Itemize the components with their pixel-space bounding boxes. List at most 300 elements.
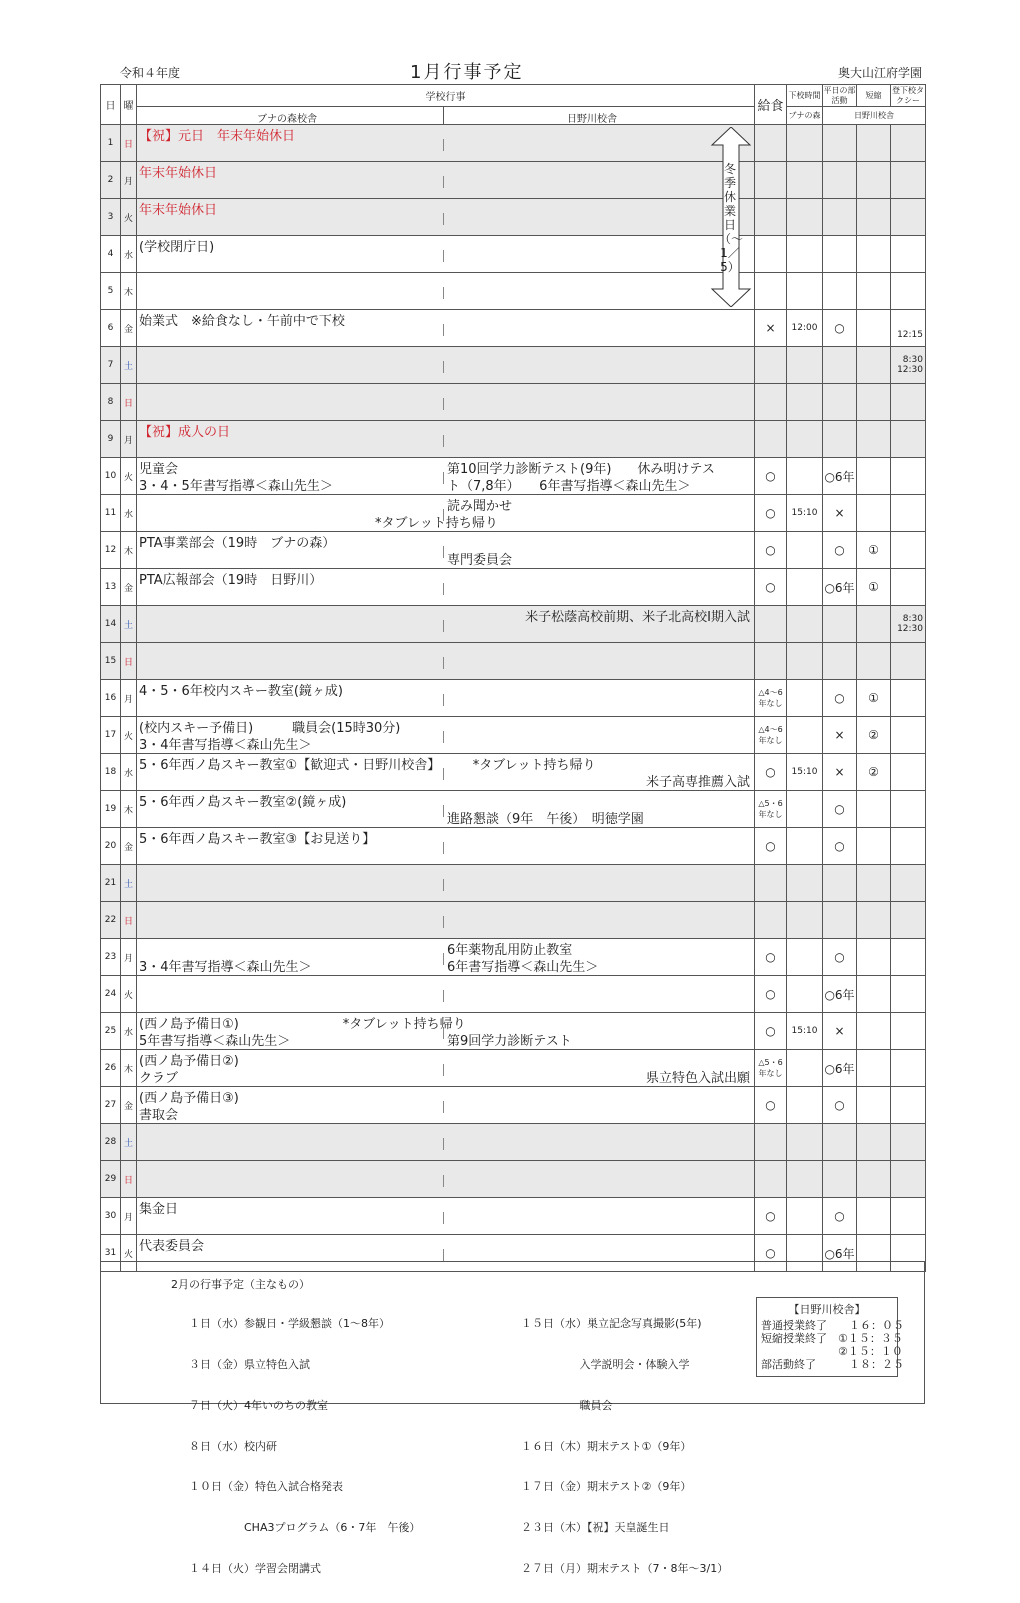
weekday: 木 <box>121 1050 137 1087</box>
taxi-cell <box>891 865 926 902</box>
weekday: 火 <box>121 1235 137 1272</box>
taxi-cell <box>891 125 926 162</box>
day-number: 8 <box>101 384 121 421</box>
schedule-title: 【日野川校舎】 <box>788 1303 866 1316</box>
taxi-cell <box>891 791 926 828</box>
taxi-time-1: 8:30 <box>902 355 923 365</box>
event-hino-line2: ト（7,8年） 6年書写指導＜森山先生＞ <box>447 479 691 494</box>
table-row <box>101 976 926 1013</box>
weekday: 火 <box>121 976 137 1013</box>
event-buna-line1: PTA広報部会（19時 日野川） <box>139 573 323 588</box>
table-row <box>101 236 926 273</box>
day-number: 27 <box>101 1087 121 1124</box>
short-cell: ② <box>857 754 891 791</box>
lunch-cell: ○ <box>755 458 787 495</box>
club-cell: × <box>823 754 857 791</box>
taxi-cell <box>891 162 926 199</box>
events-cell <box>137 1124 755 1161</box>
lunch-cell: ○ <box>755 1235 787 1272</box>
dismissal-cell <box>787 680 823 717</box>
weekday: 火 <box>121 199 137 236</box>
club-cell: × <box>823 1013 857 1050</box>
event-buna-line1: 年末年始休日 <box>139 166 218 181</box>
weekday: 土 <box>121 865 137 902</box>
events-cell <box>137 680 755 717</box>
col-club: 平日の部活動 <box>823 85 856 105</box>
lunch-cell <box>755 384 787 421</box>
table-row <box>101 347 926 384</box>
short-cell <box>857 1124 891 1161</box>
club-cell <box>823 125 857 162</box>
taxi-cell <box>891 421 926 458</box>
taxi-cell <box>891 680 926 717</box>
next-month-right-list <box>521 1290 728 1603</box>
lunch-cell: ○ <box>755 569 787 606</box>
col-campus-b: 日野川校舎 <box>567 114 617 125</box>
dismissal-cell <box>787 532 823 569</box>
lunch-cell <box>755 199 787 236</box>
weekday: 土 <box>121 606 137 643</box>
dismissal-cell <box>787 865 823 902</box>
taxi-cell <box>891 384 926 421</box>
taxi-cell <box>891 606 926 643</box>
table-row <box>101 791 926 828</box>
events-cell <box>137 1013 755 1050</box>
event-buna-line1: PTA事業部会（19時 ブナの森） <box>139 536 336 551</box>
dismissal-cell <box>787 1087 823 1124</box>
col-day: 日 <box>101 85 121 125</box>
weekday: 日 <box>121 1161 137 1198</box>
club-cell: ○ <box>823 828 857 865</box>
taxi-cell <box>891 1087 926 1124</box>
lunch-cell: ○ <box>755 939 787 976</box>
events-cell <box>137 939 755 976</box>
event-buna-line1: (西ノ島予備日②) <box>139 1054 239 1069</box>
short-cell <box>857 162 891 199</box>
club-cell: ○ <box>823 939 857 976</box>
dismissal-cell: 12:00 <box>787 310 823 347</box>
dismissal-cell: 15:10 <box>787 1013 823 1050</box>
day-number: 2 <box>101 162 121 199</box>
short-cell <box>857 828 891 865</box>
day-number: 12 <box>101 532 121 569</box>
list-item: １６日（木）期末テスト①（9年） <box>521 1439 692 1453</box>
day-number: 6 <box>101 310 121 347</box>
club-cell <box>823 1124 857 1161</box>
dismissal-cell <box>787 643 823 680</box>
list-item: １４日（火）学習会閉講式 <box>189 1561 321 1575</box>
events-cell <box>137 236 755 273</box>
taxi-cell <box>891 1161 926 1198</box>
weekday: 日 <box>121 902 137 939</box>
club-cell <box>823 865 857 902</box>
event-buna-line1: 5・6年西ノ島スキー教室①【歓迎式・日野川校舎】 *タブレット持ち帰り <box>139 758 596 773</box>
day-number: 22 <box>101 902 121 939</box>
club-cell: ○ <box>823 1087 857 1124</box>
club-cell <box>823 421 857 458</box>
event-buna-line2: 3・4年書写指導＜森山先生＞ <box>139 738 312 753</box>
table-row <box>101 939 926 976</box>
list-item: １５日（水）巣立記念写真撮影(5年) <box>521 1317 702 1331</box>
next-month-left-list <box>189 1290 420 1603</box>
table-row <box>101 1087 926 1124</box>
day-number: 4 <box>101 236 121 273</box>
events-cell <box>137 1198 755 1235</box>
dismissal-cell <box>787 273 823 310</box>
dismissal-cell <box>787 1124 823 1161</box>
short-cell <box>857 1050 891 1087</box>
club-cell <box>823 347 857 384</box>
event-buna-line1: (校内スキー予備日) 職員会(15時30分) <box>139 721 401 736</box>
events-cell <box>137 606 755 643</box>
event-hino-line2: 進路懇談（9年 午後） 明徳学園 <box>447 812 644 827</box>
events-cell <box>137 976 755 1013</box>
weekday: 金 <box>121 310 137 347</box>
next-month-title: 2月の行事予定（主なもの） <box>171 1278 310 1291</box>
list-item: 入学説明会・体験入学 <box>521 1357 690 1371</box>
dismissal-cell: 15:10 <box>787 754 823 791</box>
dismissal-cell <box>787 1050 823 1087</box>
club-cell: × <box>823 717 857 754</box>
fiscal-year: 令和４年度 <box>120 66 181 80</box>
club-cell <box>823 162 857 199</box>
event-right-line2: 米子高専推薦入試 <box>645 775 750 790</box>
short-cell <box>857 125 891 162</box>
event-buna-line1: (西ノ島予備日③) <box>139 1091 239 1106</box>
club-cell: ○ <box>823 791 857 828</box>
list-item: １０日（金）特色入試合格発表 <box>189 1480 343 1494</box>
events-cell <box>137 421 755 458</box>
weekday: 土 <box>121 347 137 384</box>
taxi-cell <box>891 976 926 1013</box>
short-cell <box>857 1161 891 1198</box>
weekday: 金 <box>121 828 137 865</box>
event-buna-line1: 5・6年西ノ島スキー教室②(鏡ヶ成) <box>139 795 347 810</box>
event-buna-line1: 4・5・6年校内スキー教室(鏡ヶ成) <box>139 684 343 699</box>
taxi-cell <box>891 458 926 495</box>
event-buna-line1: 児童会 <box>139 462 179 477</box>
weekday: 日 <box>121 643 137 680</box>
events-cell <box>137 125 755 162</box>
dismissal-cell <box>787 384 823 421</box>
table-row <box>101 717 926 754</box>
schedule-line: 部活動終了 １８：２５ <box>761 1358 904 1371</box>
taxi-cell <box>891 643 926 680</box>
taxi-cell <box>891 717 926 754</box>
day-number: 17 <box>101 717 121 754</box>
next-month-box <box>100 1261 925 1575</box>
events-cell <box>137 532 755 569</box>
taxi-time-2: 12:30 <box>897 365 923 375</box>
col-campus-a: ブナの森校舎 <box>257 114 317 125</box>
events-cell <box>137 902 755 939</box>
day-number: 5 <box>101 273 121 310</box>
event-buna-line2: 3・4年書写指導＜森山先生＞ <box>139 960 312 975</box>
col-weekday: 曜 <box>121 85 137 125</box>
events-cell <box>137 458 755 495</box>
list-item: ３日（金）県立特色入試 <box>189 1357 310 1371</box>
dismissal-cell <box>787 1161 823 1198</box>
weekday: 金 <box>121 1087 137 1124</box>
taxi-cell <box>891 495 926 532</box>
col-sub-hino: 日野川校舎 <box>823 107 926 125</box>
day-number: 29 <box>101 1161 121 1198</box>
lunch-cell: ○ <box>755 1013 787 1050</box>
list-item: ２３日（木）【祝】天皇誕生日 <box>521 1521 670 1535</box>
event-mid-line2: *タブレット持ち帰り <box>375 516 498 531</box>
short-cell <box>857 495 891 532</box>
club-cell <box>823 643 857 680</box>
table-row <box>101 310 926 347</box>
weekday: 木 <box>121 273 137 310</box>
day-number: 10 <box>101 458 121 495</box>
events-cell <box>137 199 755 236</box>
event-buna-line2: 3・4・5年書写指導＜森山先生＞ <box>139 479 333 494</box>
dismissal-cell <box>787 347 823 384</box>
list-item: 職員会 <box>521 1398 613 1412</box>
taxi-cell <box>891 1198 926 1235</box>
col-campus-headers <box>137 107 755 125</box>
list-item: ７日（火）4年いのちの教室 <box>189 1398 328 1412</box>
event-hino-line1: 読み聞かせ <box>447 499 513 514</box>
events-cell <box>137 865 755 902</box>
lunch-cell: ○ <box>755 495 787 532</box>
lunch-cell <box>755 1124 787 1161</box>
events-cell <box>137 1050 755 1087</box>
event-right-line2: 県立特色入試出願 <box>645 1071 750 1086</box>
lunch-cell: △5・6 年なし <box>755 791 787 828</box>
events-cell <box>137 162 755 199</box>
taxi-cell <box>891 532 926 569</box>
short-cell: ① <box>857 532 891 569</box>
lunch-cell: △5・6 年なし <box>755 1050 787 1087</box>
table-row <box>101 162 926 199</box>
lunch-cell <box>755 125 787 162</box>
day-number: 13 <box>101 569 121 606</box>
taxi-cell <box>891 199 926 236</box>
short-cell: ① <box>857 680 891 717</box>
day-number: 21 <box>101 865 121 902</box>
club-cell <box>823 606 857 643</box>
weekday: 水 <box>121 495 137 532</box>
table-row <box>101 1050 926 1087</box>
club-cell <box>823 902 857 939</box>
table-row <box>101 643 926 680</box>
events-cell <box>137 1161 755 1198</box>
lunch-cell: ○ <box>755 976 787 1013</box>
short-cell <box>857 458 891 495</box>
table-row <box>101 199 926 236</box>
events-cell <box>137 1087 755 1124</box>
day-number: 28 <box>101 1124 121 1161</box>
day-number: 15 <box>101 643 121 680</box>
events-cell <box>137 310 755 347</box>
weekday: 土 <box>121 1124 137 1161</box>
club-cell <box>823 1161 857 1198</box>
day-number: 11 <box>101 495 121 532</box>
event-hino-line2: 6年書写指導＜森山先生＞ <box>447 960 599 975</box>
events-cell <box>137 273 755 310</box>
weekday: 月 <box>121 162 137 199</box>
weekday: 日 <box>121 384 137 421</box>
dismissal-cell <box>787 569 823 606</box>
event-buna-line1: 代表委員会 <box>139 1239 205 1254</box>
events-cell <box>137 384 755 421</box>
weekday: 水 <box>121 1013 137 1050</box>
events-cell <box>137 643 755 680</box>
day-number: 30 <box>101 1198 121 1235</box>
winter-break-label: 冬季休業日（～1／5） <box>719 162 744 274</box>
short-cell <box>857 939 891 976</box>
short-cell: ② <box>857 717 891 754</box>
taxi-cell <box>891 1124 926 1161</box>
lunch-cell <box>755 236 787 273</box>
dismissal-cell <box>787 606 823 643</box>
weekday: 月 <box>121 1198 137 1235</box>
day-number: 24 <box>101 976 121 1013</box>
table-row <box>101 754 926 791</box>
lunch-cell <box>755 421 787 458</box>
lunch-cell: ○ <box>755 754 787 791</box>
table-row <box>101 495 926 532</box>
taxi-cell <box>891 1050 926 1087</box>
club-cell <box>823 273 857 310</box>
club-cell <box>823 384 857 421</box>
col-sub-buna: ブナの森 <box>787 107 823 125</box>
club-cell: ○ <box>823 680 857 717</box>
weekday: 水 <box>121 754 137 791</box>
col-dismissal: 下校時間 <box>787 85 823 107</box>
lunch-cell <box>755 347 787 384</box>
club-cell: ○6年 <box>823 569 857 606</box>
event-right-line1: 米子松蔭高校前期、米子北高校Ⅰ期入試 <box>525 610 750 625</box>
table-row <box>101 421 926 458</box>
lunch-cell: △4～6 年なし <box>755 680 787 717</box>
dismissal-cell <box>787 236 823 273</box>
dismissal-schedule-box <box>756 1297 904 1377</box>
short-cell <box>857 273 891 310</box>
table-row <box>101 273 926 310</box>
events-cell <box>137 569 755 606</box>
day-number: 25 <box>101 1013 121 1050</box>
event-buna-line1: (学校閉庁日) <box>139 240 215 255</box>
lunch-cell: ○ <box>755 1198 787 1235</box>
weekday: 月 <box>121 939 137 976</box>
club-cell: ○6年 <box>823 1050 857 1087</box>
taxi-time-1: 8:30 <box>902 614 923 624</box>
event-buna-line1: 5・6年西ノ島スキー教室③【お見送り】 <box>139 832 376 847</box>
short-cell <box>857 310 891 347</box>
event-buna-line2: 書取会 <box>139 1108 179 1123</box>
event-buna-line1: 年末年始休日 <box>139 203 218 218</box>
col-short: 短縮 <box>857 85 891 107</box>
short-cell <box>857 1013 891 1050</box>
lunch-cell: ○ <box>755 828 787 865</box>
dismissal-cell <box>787 791 823 828</box>
day-number: 16 <box>101 680 121 717</box>
club-cell: ○6年 <box>823 458 857 495</box>
taxi-cell <box>891 347 926 384</box>
taxi-cell <box>891 273 926 310</box>
dismissal-cell: 15:10 <box>787 495 823 532</box>
event-hino-line2: 第9回学力診断テスト <box>447 1034 572 1049</box>
lunch-cell <box>755 902 787 939</box>
events-cell <box>137 717 755 754</box>
taxi-cell <box>891 754 926 791</box>
event-buna-line2: 5年書写指導＜森山先生＞ <box>139 1034 291 1049</box>
day-number: 14 <box>101 606 121 643</box>
lunch-cell: ○ <box>755 1087 787 1124</box>
event-buna-line1: (西ノ島予備日①) *タブレット持ち帰り <box>139 1017 466 1032</box>
short-cell <box>857 902 891 939</box>
day-number: 20 <box>101 828 121 865</box>
day-number: 3 <box>101 199 121 236</box>
club-cell: × <box>823 495 857 532</box>
table-row <box>101 1198 926 1235</box>
event-buna-line1: 始業式 ※給食なし・午前中で下校 <box>139 314 345 329</box>
short-cell <box>857 236 891 273</box>
event-buna-line1: 【祝】元日 年末年始休日 <box>139 129 296 144</box>
event-hino-line2: 専門委員会 <box>447 553 513 568</box>
col-lunch: 給食 <box>755 85 787 125</box>
table-row <box>101 865 926 902</box>
weekday: 金 <box>121 569 137 606</box>
taxi-cell <box>891 902 926 939</box>
event-buna-line1: 【祝】成人の日 <box>139 425 231 440</box>
club-cell: ○6年 <box>823 976 857 1013</box>
lunch-cell <box>755 1161 787 1198</box>
schedule-line: 普通授業終了 １６：０５ <box>761 1319 904 1332</box>
list-item: １日（水）参観日・学級懇談（1～8年） <box>189 1317 390 1331</box>
day-number: 31 <box>101 1235 121 1272</box>
weekday: 月 <box>121 680 137 717</box>
weekday: 火 <box>121 458 137 495</box>
dismissal-cell <box>787 902 823 939</box>
dismissal-cell <box>787 162 823 199</box>
day-number: 19 <box>101 791 121 828</box>
short-cell <box>857 384 891 421</box>
dismissal-cell <box>787 976 823 1013</box>
weekday: 月 <box>121 421 137 458</box>
club-cell <box>823 199 857 236</box>
short-cell: ① <box>857 569 891 606</box>
short-cell <box>857 347 891 384</box>
lunch-cell <box>755 865 787 902</box>
short-cell <box>857 791 891 828</box>
taxi-cell <box>891 310 926 347</box>
dismissal-cell <box>787 717 823 754</box>
events-cell <box>137 347 755 384</box>
club-cell: ○6年 <box>823 1235 857 1272</box>
short-cell <box>857 1087 891 1124</box>
event-calendar-table <box>100 84 926 1272</box>
taxi-time-2: 12:30 <box>897 624 923 634</box>
event-hino-line1: 第10回学力診断テスト(9年) 休み明けテス <box>447 462 715 477</box>
table-row <box>101 680 926 717</box>
day-number: 23 <box>101 939 121 976</box>
dismissal-cell <box>787 939 823 976</box>
col-events: 学校行事 <box>137 85 755 107</box>
table-row <box>101 532 926 569</box>
table-row <box>101 902 926 939</box>
short-cell <box>857 199 891 236</box>
short-cell <box>857 421 891 458</box>
event-buna-line2: クラブ <box>139 1071 179 1086</box>
day-number: 1 <box>101 125 121 162</box>
table-row <box>101 1124 926 1161</box>
taxi-cell <box>891 1013 926 1050</box>
table-row <box>101 384 926 421</box>
